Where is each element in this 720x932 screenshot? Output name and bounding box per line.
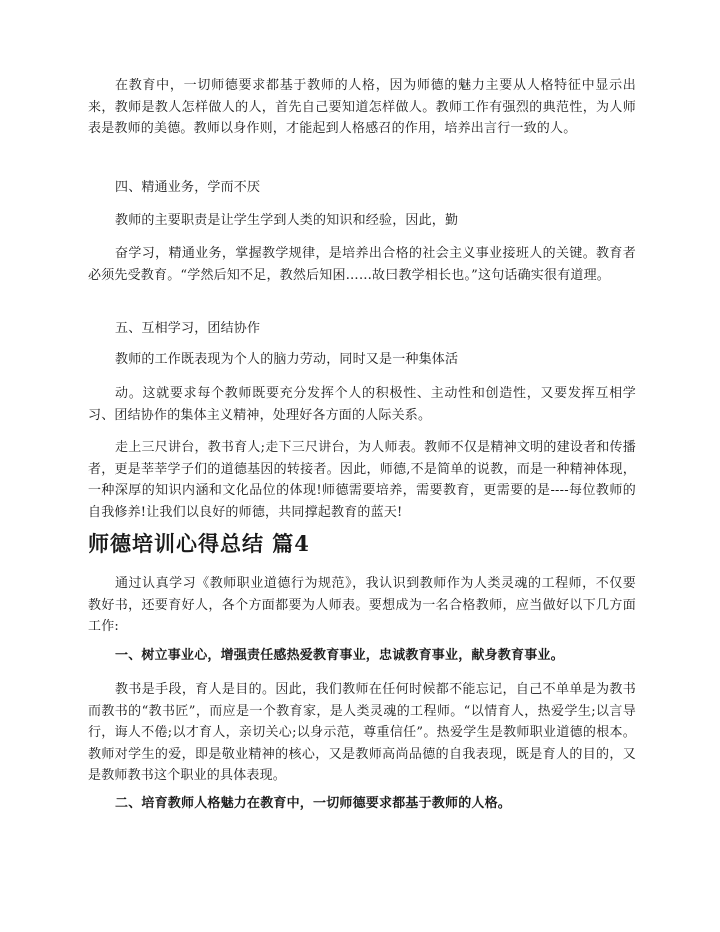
paragraph-podium: 走上三尺讲台，教书育人;走下三尺讲台，为人师表。教师不仅是精神文明的建设者和传播者，更是莘莘学子们的道德基因的转接者。因此，师德,不是简单的说教，而是一种精神体现，一种深厚的知识内涵和文化品位的体现!师德需要培养，需要教育，更需要的是----每位教师的自我修养!让我们以良好的师德，共同撑起教育的蓝天! xyxy=(88,440,636,520)
heading-item-five: 五、互相学习，团结协作 xyxy=(115,321,261,336)
paragraph-study-hard: 奋学习，精通业务，掌握教学规律，是培养出合格的社会主义事业接班人的关键。教育者必须先受教育。“学然后知不足，教然后知困……故曰教学相长也。”这句话确实很有道理。 xyxy=(88,246,636,283)
section-heading: 师德培训心得总结 篇4 xyxy=(88,531,310,556)
paragraph-collective-work: 教师的工作既表现为个人的脑力劳动，同时又是一种集体活 xyxy=(115,352,459,367)
paragraph-study-norms: 通过认真学习《教师职业道德行为规范》，我认识到教师作为人类灵魂的工程师，不仅要教好书，还要育好人，各个方面都要为人师表。要想成为一名合格教师，应当做好以下几方面工作: xyxy=(88,576,636,634)
paragraph-teacher-personality: 在教育中，一切师德要求都基于教师的人格，因为师德的魅力主要从人格特征中显示出来，教师是教人怎样做人的人，首先自己要知道怎样做人。教师工作有强烈的典范性，为人师表是教师的美德。教师以身作则，才能起到人格感召的作用，培养出言行一致的人。 xyxy=(88,78,636,136)
paragraph-cooperation: 动。这就要求每个教师既要充分发挥个人的积极性、主动性和创造性，又要发挥互相学习、团结协作的集体主义精神，处理好各方面的人际关系。 xyxy=(88,386,636,423)
subheading-personality-charm: 二、培育教师人格魅力在教育中，一切师德要求都基于教师的人格。 xyxy=(115,796,512,811)
heading-item-four: 四、精通业务，学而不厌 xyxy=(115,180,261,195)
paragraph-main-duty: 教师的主要职责是让学生学到人类的知识和经验，因此，勤 xyxy=(115,213,459,228)
paragraph-teaching-purpose: 教书是手段，育人是目的。因此，我们教师在任何时候都不能忘记，自己不单单是为教书而教书的“教书匠”，而应是一个教育家，是人类灵魂的工程师。“以情育人，热爱学生;以言导行，诲人不倦;以才育人，亲切关心;以身示范，尊重信任”。热爱学生是教师职业道德的根本。教师对学生的爱，即是敬业精神的核心，又是教师高尚品德的自我表现，既是育人的目的，又是教师教书这个职业的具体表现。 xyxy=(88,682,636,783)
subheading-career-commitment: 一、树立事业心，增强责任感热爱教育事业，忠诚教育事业，献身教育事业。 xyxy=(115,648,564,663)
